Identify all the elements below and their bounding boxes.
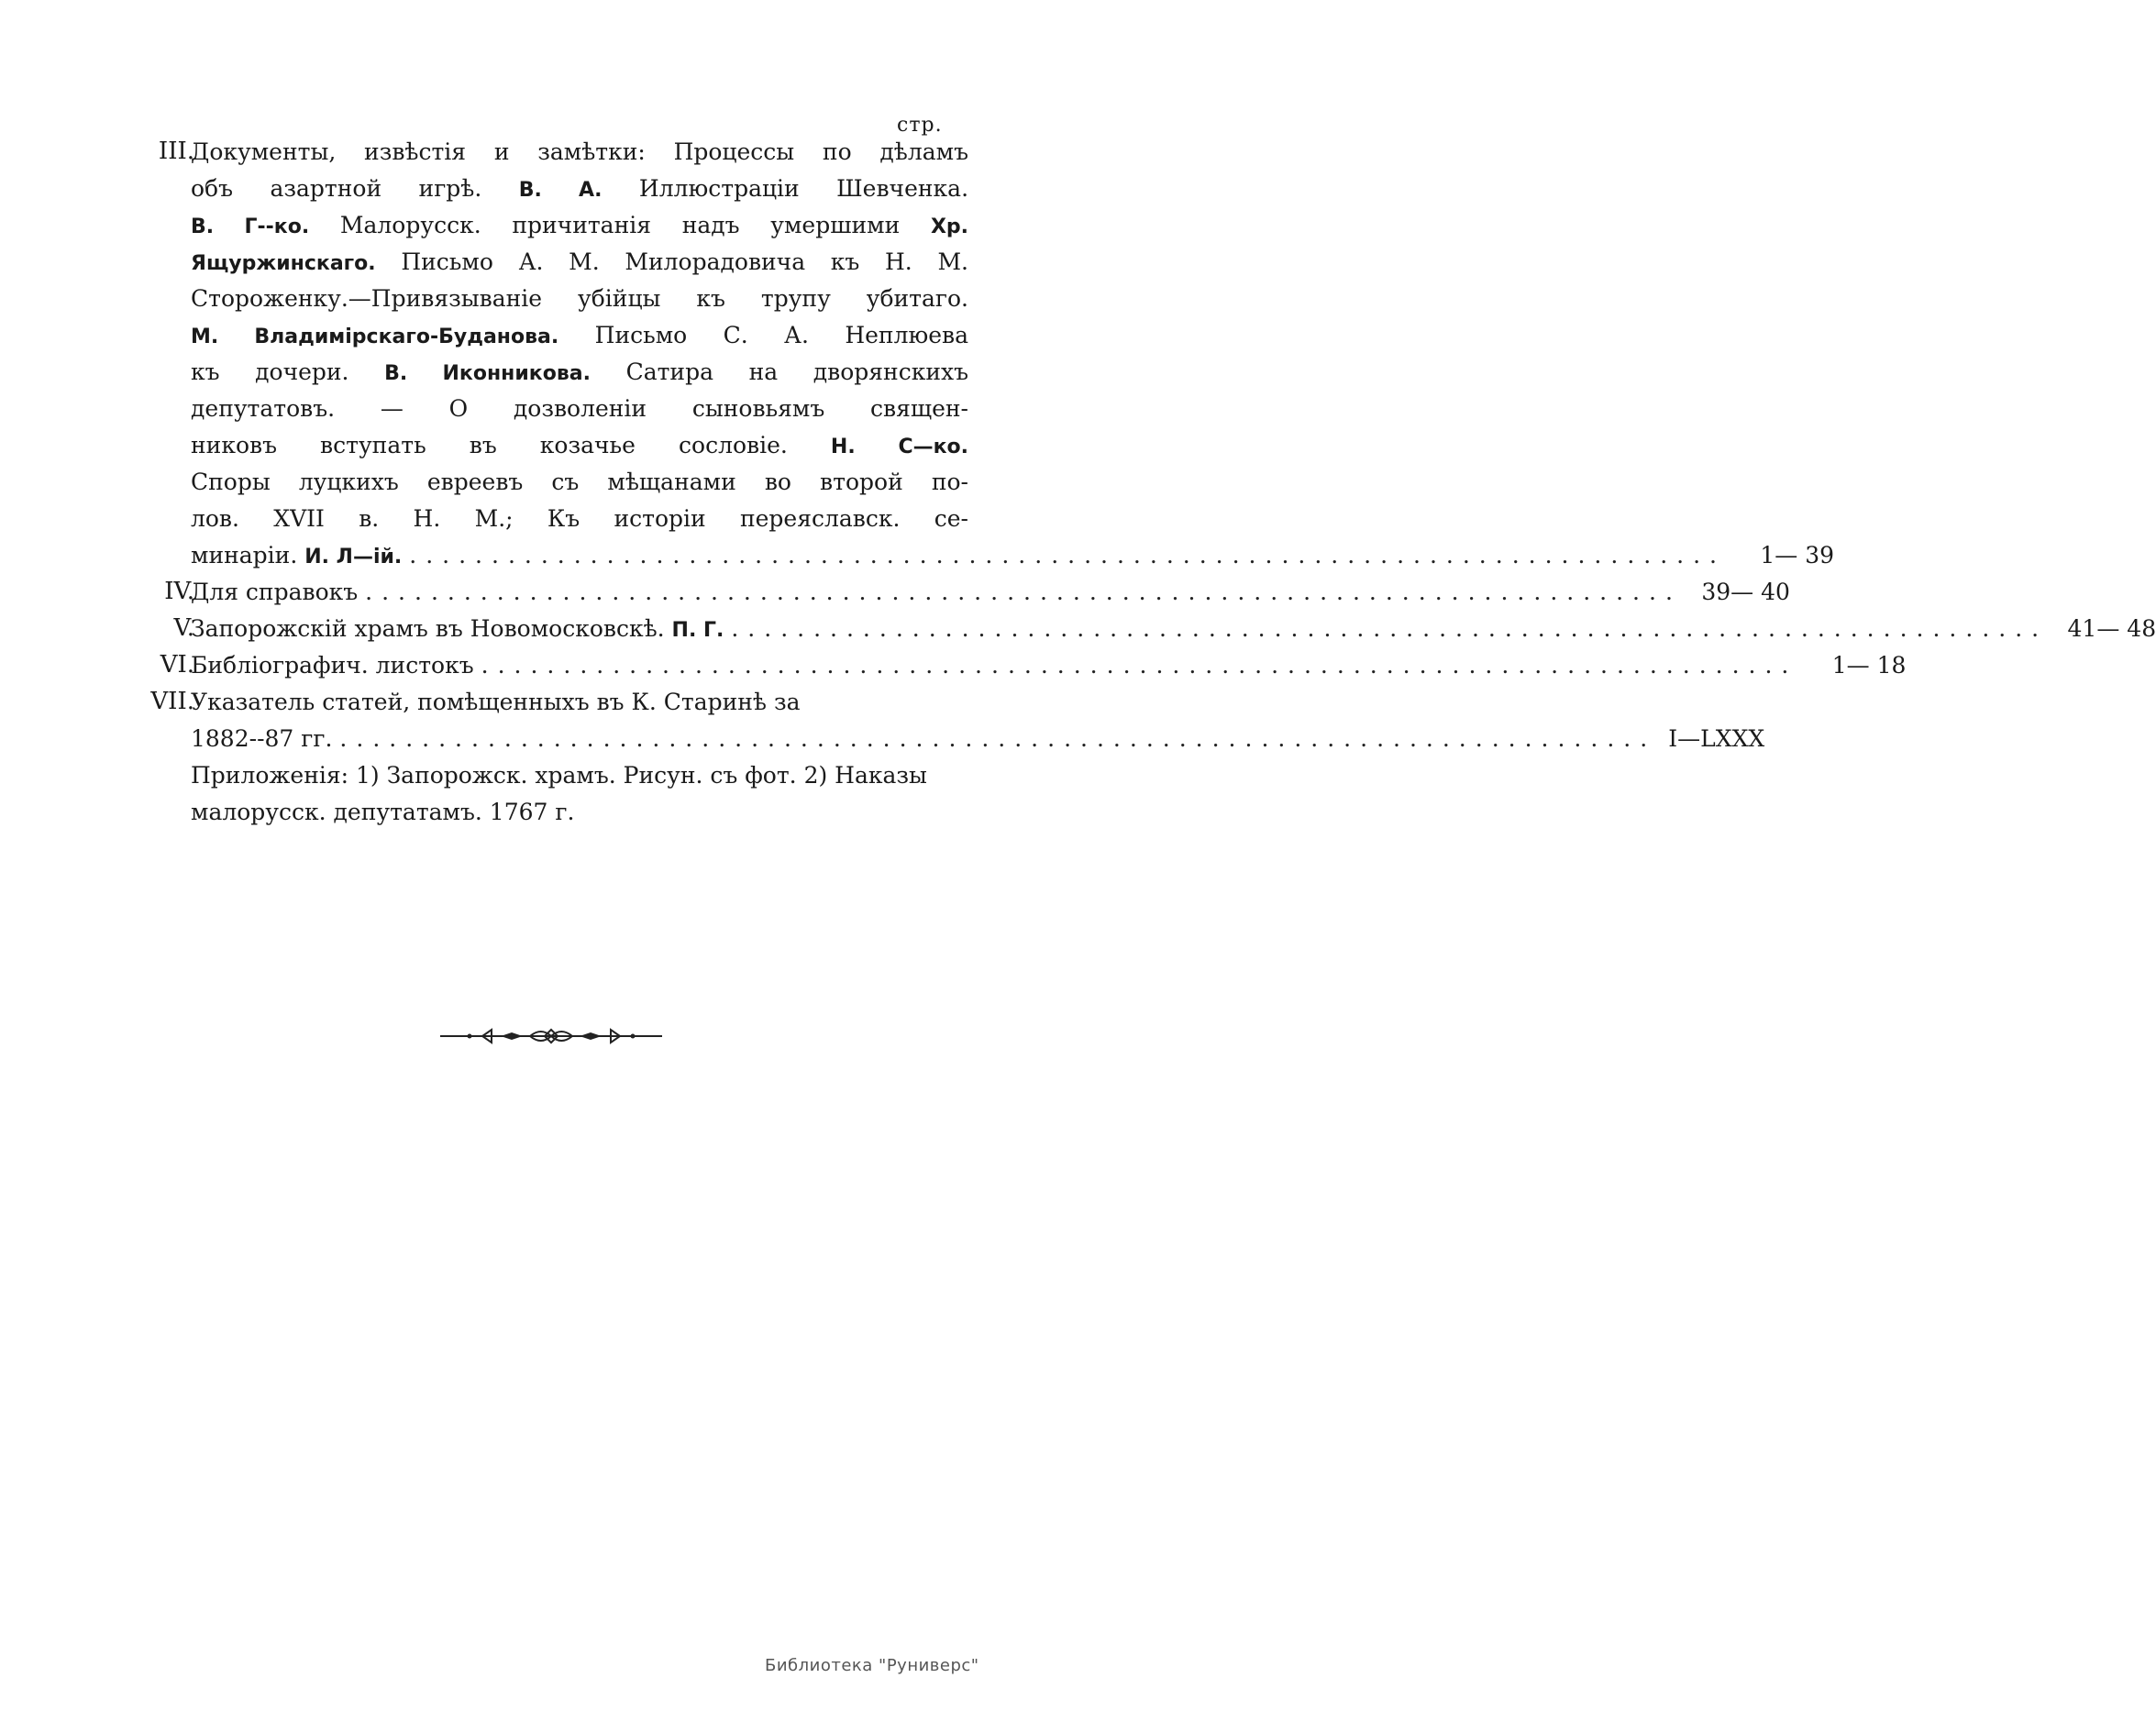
entry-text: Библіографич. листокъ: [191, 652, 474, 679]
page-range: 1— 18: [1831, 652, 1907, 679]
page-range: 1— 39: [1760, 542, 1835, 568]
dot-leader: ................................................................................: [365, 579, 1682, 605]
entry-number: IV.: [164, 578, 194, 605]
entry-text: Малорусск. причитанія надъ умершими: [339, 212, 901, 238]
entry-line: [191, 574, 1790, 611]
appendix-line: [191, 757, 1031, 794]
entry-line: Стороженку.—Привязываніе убійцы къ трупу убитаго.: [191, 285, 968, 312]
entry-line: [191, 611, 2156, 647]
entry-line: [191, 647, 1907, 684]
page-range: 41— 48: [2067, 615, 2156, 642]
author-name: П. Г.: [671, 619, 724, 642]
entry-line: [191, 354, 968, 391]
entry-line: [191, 171, 968, 207]
appendix-text: Приложенія: 1) Запорожск. храмъ. Рисун. съ фот. 2) Наказы: [191, 762, 927, 789]
decorative-ornament: [438, 1025, 664, 1047]
entry-line: [191, 427, 968, 464]
entry-line: [191, 244, 968, 281]
entry-line: [191, 537, 1835, 574]
entry-line: лов. XVII в. Н. М.; Къ исторіи переяславск. се-: [191, 505, 968, 532]
dot-leader: ................................................................................: [409, 542, 1727, 568]
dot-leader: ................................................................................: [481, 652, 1798, 679]
entry-line: [191, 207, 968, 244]
author-name: В. А.: [518, 179, 603, 202]
entry-line: Споры луцкихъ евреевъ съ мѣщанами во второй по-: [191, 469, 968, 495]
author-name: Ящуржинскаго.: [191, 252, 376, 275]
entry-line: [191, 317, 968, 354]
entry-text: Иллюстраціи Шевченка.: [638, 175, 969, 202]
author-name: М. Владимірскаго-Буданова.: [191, 326, 559, 348]
entry-text: Сатира на дворянскихъ: [625, 359, 968, 385]
author-name: Хр.: [930, 215, 969, 238]
entry-number: III.: [158, 138, 194, 165]
page-range: 39— 40: [1701, 579, 1790, 605]
dot-leader: ................................................................................: [339, 725, 1657, 752]
entry-text: 1882--87 гг.: [191, 725, 333, 752]
entry-number: V.: [173, 614, 194, 642]
appendix-line: малорусск. депутатамъ. 1767 г.: [191, 799, 575, 825]
page-range: I—LXXX: [1668, 725, 1765, 752]
entry-text: къ дочери.: [191, 359, 349, 385]
dot-leader: ................................................................................: [731, 615, 2049, 642]
entry-text: объ азартной игрѣ.: [191, 175, 482, 202]
page-column-header: стр.: [897, 114, 943, 137]
entry-text: минаріи. И. Л—ій.: [191, 542, 403, 568]
author-name: В. Иконникова.: [384, 362, 591, 385]
author-name: Н. С—ко.: [830, 436, 969, 458]
entry-line: Документы, извѣстія и замѣтки: Процессы по дѣламъ: [191, 138, 968, 165]
entry-text: никовъ вступать въ козачье сословіе.: [191, 432, 788, 458]
entry-text: Для справокъ: [191, 579, 359, 605]
entry-line: Указатель статей, помѣщенныхъ въ К. Старинѣ за: [191, 689, 801, 715]
entry-text: Письмо С. А. Неплюева: [594, 322, 968, 348]
entry-text: Запорожскій храмъ въ Новомосковскѣ. П. Г.: [191, 615, 724, 642]
entry-text: Письмо А. М. Милорадовича къ Н. М.: [401, 248, 968, 275]
entry-line: [191, 721, 1765, 757]
entry-number: VI.: [160, 651, 194, 679]
entry-number: VII.: [150, 688, 194, 715]
author-name: В. Г--ко.: [191, 215, 310, 238]
entry-line: депутатовъ. — О дозволеніи сыновьямъ священ-: [191, 395, 968, 422]
library-watermark: Библиотека "Руниверс": [765, 1656, 979, 1675]
